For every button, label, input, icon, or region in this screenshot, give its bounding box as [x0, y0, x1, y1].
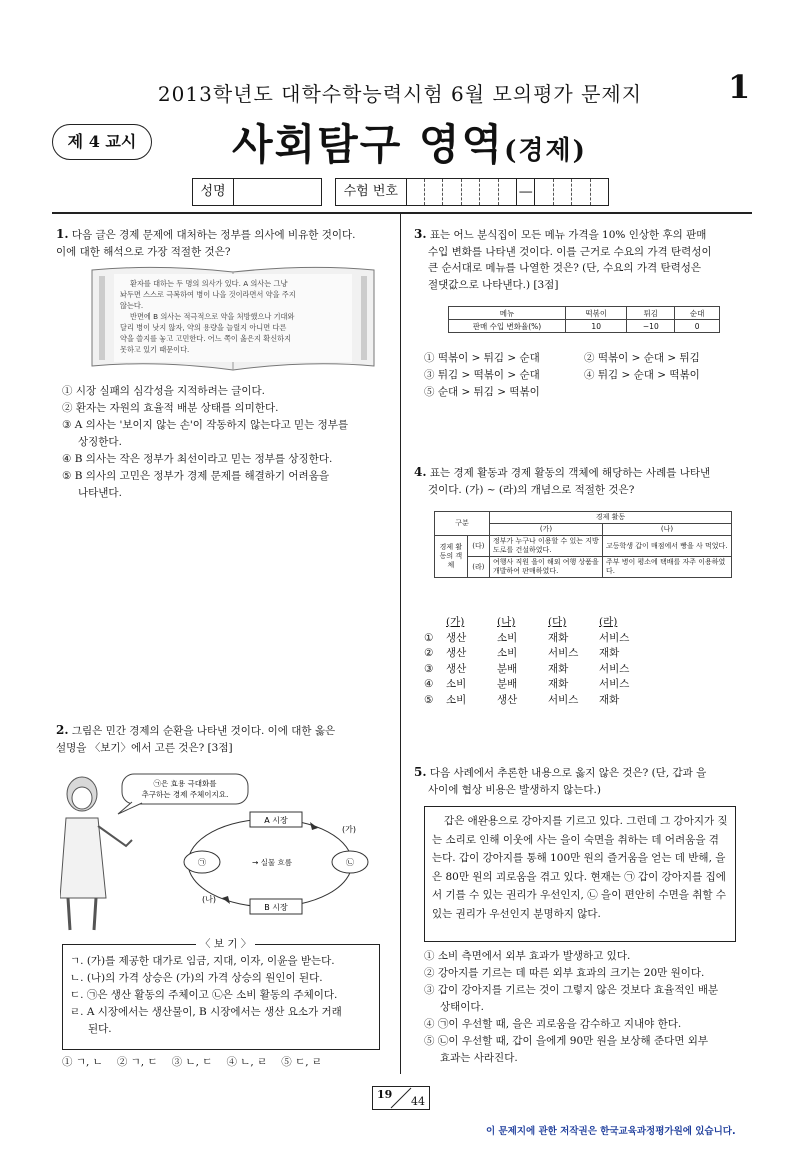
- flow-legend: → 실물 흐름: [252, 858, 293, 867]
- table-cell: 0: [675, 320, 720, 333]
- q1-passage: [120, 278, 342, 355]
- answer-option[interactable]: ② 환자는 자원의 효율적 배분 상태를 의미한다.: [62, 402, 279, 414]
- table-header: 구분: [435, 512, 490, 536]
- stem-line: 다음 사례에서 추론한 내용으로 옳지 않은 것은? (단, 갑과 을: [429, 767, 707, 779]
- question-4-stem: [414, 464, 746, 498]
- table-row: [449, 320, 720, 333]
- answer-option[interactable]: ② 강아지를 기르는 데 따른 외부 효과의 크기는 20만 원이다.: [424, 967, 705, 979]
- question-1-options: [62, 383, 388, 502]
- copyright-notice: 이 문제지에 관한 저작권은 한국교육과정평가원에 있습니다.: [486, 1126, 736, 1137]
- stem-line: 설명을 〈보기〉에서 고른 것은? [3점]: [56, 741, 233, 754]
- question-3-stem: [414, 226, 746, 293]
- answer-option[interactable]: ③ A 의사는 '보이지 않는 손'이 작동하지 않는다고 믿는 정부를: [62, 419, 349, 431]
- answer-option[interactable]: ③ 갑이 강아지를 기르는 것이 그렇지 않은 것보다 효율적인 배분: [424, 984, 719, 996]
- table-row: [435, 512, 732, 524]
- table-row: [449, 307, 720, 320]
- reg-digit-cell[interactable]: [480, 179, 498, 205]
- question-5-stem: [414, 764, 748, 798]
- registration-number-field[interactable]: [335, 178, 609, 206]
- passage-line: 환자를 대하는 두 명의 의사가 있다. A 의사는 그냥: [130, 279, 288, 288]
- exam-title: 2013학년도 대학수학능력시험 6월 모의평가 문제지: [157, 82, 643, 106]
- stem-line: 그림은 민간 경제의 순환을 나타낸 것이다. 이에 대한 옳은: [71, 725, 336, 737]
- passage-line: 달리 병이 낫지 않자, 약의 용량을 늘릴지 아니면 다른: [120, 323, 287, 332]
- reg-digit-cell[interactable]: [554, 179, 572, 205]
- bogi-item: ㄴ. (나)의 가격 상승은 (가)의 가격 상승의 원인이 된다.: [70, 972, 323, 984]
- stem-line: 절댓값으로 나타낸다.) [3점]: [428, 278, 559, 291]
- reg-label: 수험 번호: [336, 179, 407, 205]
- table-cell: −10: [627, 320, 675, 333]
- reg-dash: —: [517, 179, 535, 205]
- bogi-item: ㄹ. A 시장에서는 생산물이, B 시장에서는 생산 요소가 거래: [70, 1006, 342, 1018]
- reg-digit-cell[interactable]: [591, 179, 608, 205]
- answer-option-cont: 효과는 사라진다.: [440, 1052, 518, 1064]
- node-right-label: ㉡: [346, 858, 354, 867]
- node-left-label: ㉠: [198, 858, 206, 867]
- name-label: 성명: [193, 179, 234, 205]
- table-header: 경제 활동: [490, 512, 732, 524]
- question-number: 5.: [414, 765, 427, 779]
- table-header: (가): [490, 524, 603, 536]
- table-cell: 정부가 누구나 이용할 수 있는 지방 도로를 건설하였다.: [490, 536, 603, 557]
- q4-activity-table: [434, 511, 732, 578]
- grid-header: (가): [446, 616, 465, 628]
- answer-option[interactable]: ④ 튀김 > 순대 > 떡볶이: [584, 369, 700, 381]
- question-number: 1.: [56, 227, 69, 241]
- q5-passage: 갑은 애완용으로 강아지를 기르고 있다. 그런데 그 강아지가 짖는 소리로 인해 이웃에 사는 을이 숙면을 취하는 데 어려움을 겪는다. 갑이 강아지를 통해 100만 원의 즐거움을 얻는 데 반해, 을은 80만 원의 괴로움을 겪고 있다. 현재는 ㉠ 갑이 강아지를 집에서 기를 수 있는 권리가 우선인지, ㉡ 을이 편안히 수면을 취할 수 있는 권리가 우선인지 분명하지 않다.: [432, 815, 728, 920]
- question-number: 2.: [56, 723, 69, 737]
- bogi-item: ㄱ. (가)를 제공한 대가로 임금, 지대, 이자, 이윤을 받는다.: [70, 955, 335, 967]
- table-header: 메뉴: [449, 307, 566, 320]
- answer-option[interactable]: ③ 튀김 > 떡볶이 > 순대: [424, 369, 540, 381]
- q3-revenue-table: [448, 306, 720, 333]
- answer-option[interactable]: ③ ㄴ, ㄷ: [171, 1056, 213, 1068]
- answer-option[interactable]: ① 생산 소비 재화 서비스: [424, 631, 630, 644]
- bubble-line: ㉠은 효용 극대화를: [153, 779, 217, 788]
- question-5-options: [424, 948, 748, 1067]
- question-3-options: [424, 350, 744, 401]
- page-total: 44: [411, 1095, 425, 1108]
- teacher-figure: [60, 777, 132, 930]
- table-cell: 여행사 직원 을이 해외 여행 상품을 개발하여 판매하였다.: [490, 557, 603, 578]
- question-2-stem: [56, 722, 388, 756]
- bogi-items: [70, 953, 375, 1038]
- table-row: [435, 536, 732, 557]
- table-cell: 고등학생 갑이 매점에서 빵을 사 먹었다.: [603, 536, 732, 557]
- grid-header: (다): [548, 616, 567, 628]
- answer-option-cont: 상태이다.: [440, 1001, 484, 1013]
- page-current: 19: [377, 1088, 393, 1101]
- question-1-stem: [56, 226, 388, 260]
- table-header: (나): [603, 524, 732, 536]
- grid-header: (라): [599, 616, 618, 628]
- table-cell: 판매 수입 변화율(%): [449, 320, 566, 333]
- stem-line: 표는 어느 분식집이 모든 메뉴 가격을 10% 인상한 후의 판매: [429, 229, 707, 241]
- subject-sub: (경제): [504, 136, 587, 166]
- stem-line: 사이에 협상 비용은 발생하지 않는다.): [428, 783, 601, 796]
- table-row-label: (다): [467, 536, 489, 557]
- bogi-item: ㄷ. ㉠은 생산 활동의 주체이고 ㉡은 소비 활동의 주체이다.: [70, 989, 338, 1001]
- subject-title: [232, 112, 587, 172]
- bogi-item-cont: 된다.: [88, 1023, 112, 1035]
- answer-option[interactable]: ④ ㉠이 우선할 때, 을은 괴로움을 감수하고 지내야 한다.: [424, 1018, 682, 1030]
- answer-option[interactable]: ① 떡볶이 > 튀김 > 순대: [424, 352, 540, 364]
- answer-option-cont: 상징한다.: [78, 436, 122, 448]
- table-cell: 10: [566, 320, 627, 333]
- table-row-label: (라): [467, 557, 489, 578]
- answer-option[interactable]: ⑤ ㉡이 우선할 때, 갑이 을에게 90만 원을 보상해 준다면 외부: [424, 1035, 709, 1047]
- answer-option[interactable]: ① 소비 측면에서 외부 효과가 발생하고 있다.: [424, 950, 631, 962]
- passage-line: 약을 쓸지를 놓고 고민한다. 어느 쪽이 옳은지 확신하지: [120, 334, 292, 343]
- answer-option[interactable]: ① 시장 실패의 심각성을 지적하려는 글이다.: [62, 385, 265, 397]
- passage-line: 못하고 있기 때문이다.: [120, 345, 190, 354]
- answer-option[interactable]: ④ ㄴ, ㄹ: [226, 1056, 268, 1068]
- reg-digit-cell[interactable]: [407, 179, 425, 205]
- passage-line: 않는다.: [120, 301, 144, 310]
- period-badge: 제 4 교시: [52, 124, 152, 160]
- reg-digit-cell[interactable]: [462, 179, 480, 205]
- page-number: 1: [728, 68, 751, 106]
- table-header: 떡볶이: [566, 307, 627, 320]
- stem-line: 다음 글은 경제 문제에 대처하는 정부를 의사에 비유한 것이다.: [71, 229, 356, 241]
- question-2-options: [62, 1054, 388, 1071]
- header-divider: [52, 212, 752, 214]
- question-4-options: [424, 615, 650, 708]
- question-number: 3.: [414, 227, 427, 241]
- page-counter: [372, 1086, 430, 1110]
- table-cell: 주부 병이 평소에 택배를 자주 이용하였다.: [603, 557, 732, 578]
- stem-line: 표는 경제 활동과 경제 활동의 객체에 해당하는 사례를 나타낸: [429, 467, 711, 479]
- option-grid-header: [424, 615, 650, 631]
- answer-option[interactable]: ⑤ 순대 > 튀김 > 떡볶이: [424, 386, 540, 398]
- answer-option[interactable]: ③ 생산 분배 재화 서비스: [424, 662, 630, 675]
- table-row: [435, 557, 732, 578]
- reg-digit-cell[interactable]: [535, 179, 553, 205]
- market-a-label: A 시장: [264, 816, 288, 825]
- circular-flow-diagram: [60, 768, 380, 936]
- bubble-line: 추구하는 경제 주체이지요.: [141, 790, 229, 799]
- label-na: (나): [202, 895, 216, 904]
- reg-digit-cell[interactable]: [443, 179, 461, 205]
- answer-option-cont: 나타낸다.: [78, 487, 122, 499]
- passage-line: 놔두면 스스로 극복하여 병이 나을 것이라면서 약을 주지: [120, 290, 296, 299]
- answer-option[interactable]: ⑤ B 의사의 고민은 정부가 경제 문제를 해결하기 어려움을: [62, 470, 329, 482]
- answer-option[interactable]: ① ㄱ, ㄴ: [62, 1056, 103, 1068]
- stem-line: 큰 순서대로 메뉴를 나열한 것은? (단, 수요의 가격 탄력성은: [428, 262, 702, 274]
- reg-digit-cell[interactable]: [572, 179, 590, 205]
- market-b-label: B 시장: [264, 903, 288, 912]
- reg-digit-cell[interactable]: [499, 179, 517, 205]
- answer-option[interactable]: ⑤ ㄷ, ㄹ: [281, 1056, 323, 1068]
- table-header: 순대: [675, 307, 720, 320]
- table-header: 튀김: [627, 307, 675, 320]
- question-number: 4.: [414, 465, 427, 479]
- stem-line: 이에 대한 해석으로 가장 적절한 것은?: [56, 245, 231, 258]
- answer-option[interactable]: ② 떡볶이 > 순대 > 튀김: [584, 352, 700, 364]
- answer-option[interactable]: ④ B 의사는 작은 정부가 최선이라고 믿는 정부를 상징한다.: [62, 453, 333, 465]
- column-divider: [400, 214, 401, 1074]
- grid-header: (나): [497, 616, 516, 628]
- stem-line: 것이다. (가) ~ (라)의 개념으로 적절한 것은?: [428, 483, 635, 496]
- passage-line: 반면에 B 의사는 적극적으로 약을 처방했으나 기대와: [130, 312, 295, 321]
- answer-option[interactable]: ② 생산 소비 서비스 재화: [424, 647, 620, 659]
- answer-option[interactable]: ⑤ 소비 생산 서비스 재화: [424, 693, 620, 706]
- name-field[interactable]: [192, 178, 322, 206]
- label-ga: (가): [342, 825, 356, 834]
- answer-option[interactable]: ② ㄱ, ㄷ: [116, 1056, 158, 1068]
- table-row-label: 경제 활동의 객체: [435, 536, 468, 578]
- reg-digit-cell[interactable]: [425, 179, 443, 205]
- bogi-title: 〈 보 기 〉: [196, 936, 255, 951]
- subject-name: 사회탐구 영역: [232, 120, 505, 169]
- answer-option[interactable]: ④ 소비 분배 재화 서비스: [424, 678, 630, 690]
- stem-line: 수입 변화를 나타낸 것이다. 이를 근거로 수요의 가격 탄력성이: [428, 245, 712, 258]
